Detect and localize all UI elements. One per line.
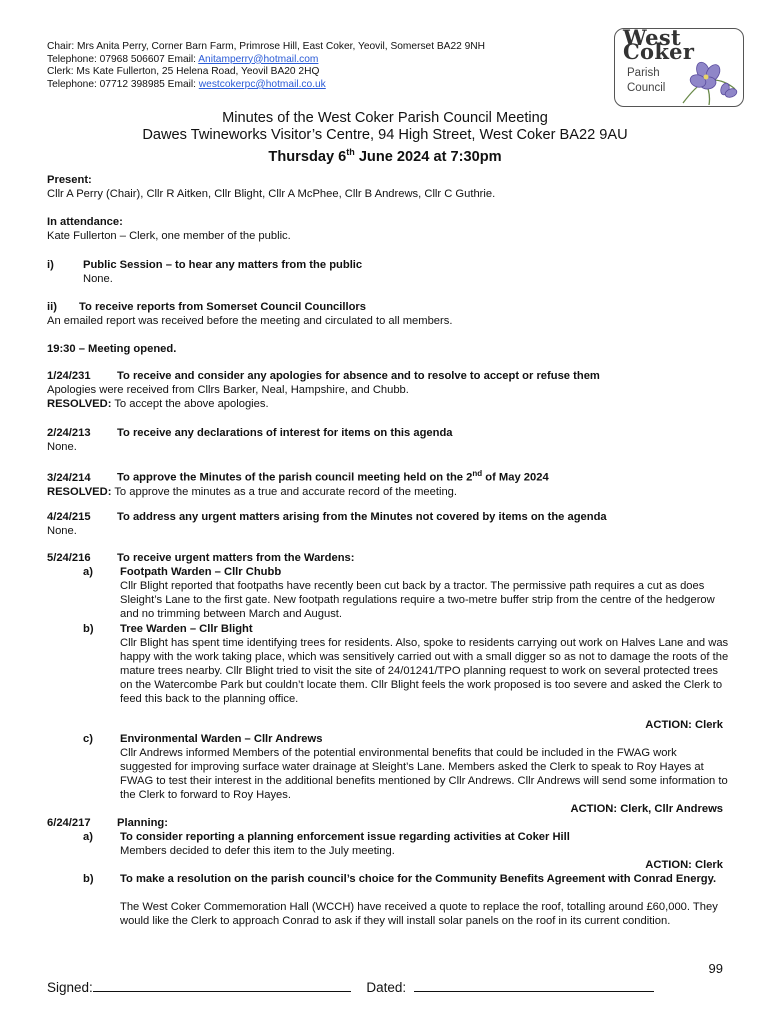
flower-icon — [675, 59, 741, 105]
title-line-1: Minutes of the West Coker Parish Council Meeting — [222, 110, 548, 126]
logo-title: West Coker — [623, 28, 695, 64]
present-label: Present: — [47, 174, 92, 186]
item-planning: 6/24/217 Planning: — [47, 817, 168, 829]
signed-label: Signed: — [47, 980, 93, 995]
tree-warden-action: ACTION: Clerk — [645, 719, 723, 731]
environmental-warden-action: ACTION: Clerk, Cllr Andrews — [570, 803, 723, 815]
title-line-3: Thursday 6th June 2024 at 7:30pm — [268, 147, 502, 165]
chair-line: Chair: Mrs Anita Perry, Corner Barn Farm, Primrose Hill, East Coker, Yeovil, Somerset BA22 9NH — [47, 41, 486, 52]
parish-council-logo — [614, 28, 744, 107]
attendance-text: Kate Fullerton – Clerk, one member of the public. — [47, 230, 291, 242]
present-section — [47, 173, 727, 201]
clerk-telephone-line: Telephone: 07712 398985 Email: westcokerpc@hotmail.co.uk — [47, 78, 326, 90]
item-council-reports: ii) To receive reports from Somerset Council Councillors An emailed report was received before the meeting and circulated to all members. — [47, 301, 453, 327]
chair-telephone-line: Telephone: 07968 506607 Email: Anitamperry@hotmail.com — [47, 53, 319, 65]
signed-line — [93, 979, 351, 992]
logo-subtitle: Parish Council — [627, 67, 666, 94]
community-benefits: b) To make a resolution on the parish council’s choice for the Community Benefits Agreement with Conrad Energy. The West Coker Commemoration Hall (WCCH) have received a quote to replace the roof, totalling around £60,000. They would like the Clerk to approach Conrad to ask if they will install solar panels on the roof in its current condition. — [83, 873, 718, 927]
environmental-warden: c) Environmental Warden – Cllr Andrews Cllr Andrews informed Members of the potential environmental benefits that could be included in the FWAG work suggested for improving surface water drainage at Sleight’s Lane. Members asked the Clerk to speak to Roy Hayes at FWAG to test their interest in the additional benefits mentioned by Cllr Andrews. Cllr Andrews will send some information to the Clerk to forward to Roy Hayes. — [83, 733, 728, 801]
minutes-title — [0, 110, 770, 166]
clerk-line: Clerk: Ms Kate Fullerton, 25 Helena Road, Yeovil BA20 2HQ — [47, 66, 320, 78]
item-urgent-matters: 4/24/215 To address any urgent matters arising from the Minutes not covered by items on the agenda None. — [47, 511, 607, 537]
item-approve-minutes: 3/24/214 To approve the Minutes of the parish council meeting held on the 2nd of May 2024 RESOLVED: To approve the minutes as a true and accurate record of the meeting. — [47, 469, 549, 498]
clerk-email-link[interactable]: westcokerpc@hotmail.co.uk — [198, 78, 326, 90]
item-apologies: 1/24/231 To receive and consider any apologies for absence and to resolve to accept or refuse them Apologies were received from Cllrs Barker, Neal, Hampshire, and Chubb. RESOLVED: To accept the above apologies. — [47, 370, 600, 410]
signature-footer — [47, 979, 654, 995]
item-public-session: i) Public Session – to hear any matters from the public None. — [47, 259, 363, 285]
item-wardens: 5/24/216 To receive urgent matters from the Wardens: — [47, 552, 355, 564]
attendance-label: In attendance: — [47, 216, 123, 228]
planning-enforcement-action: ACTION: Clerk — [645, 859, 723, 871]
dated-label: Dated: — [366, 980, 407, 995]
contact-block — [47, 41, 485, 91]
attendance-section — [47, 215, 727, 243]
tree-warden: b) Tree Warden – Cllr Blight Cllr Blight has spent time identifying trees for residents. Also, spoke to residents carrying out work on Halves Lane and was happy with the work taking place, which was sensitively carried out with a small digger so as not to damage the roots of the mature trees nearby. Cllr Blight tried to visit the site of 24/01241/TPO planning request to work on several protected trees on the Watercombe Park but couldn’t locate them. Cllr Blight feels the work proposed is too severe and asked the Clerk to feed this back to the planning office. — [83, 623, 729, 705]
title-line-2: Dawes Twineworks Visitor’s Centre, 94 High Street, West Coker BA22 9AU — [142, 127, 628, 143]
item-declarations: 2/24/213 To receive any declarations of interest for items on this agenda None. — [47, 427, 453, 453]
chair-email-link[interactable]: Anitamperry@hotmail.com — [198, 53, 319, 65]
present-text: Cllr A Perry (Chair), Cllr R Aitken, Cllr Blight, Cllr A McPhee, Cllr B Andrews, Cllr C Guthrie. — [47, 188, 496, 200]
planning-enforcement: a) To consider reporting a planning enforcement issue regarding activities at Coker Hill Members decided to defer this item to the July meeting. — [83, 831, 570, 857]
page-number: 99 — [708, 961, 723, 976]
meeting-opened: 19:30 – Meeting opened. — [47, 343, 177, 355]
footpath-warden: a) Footpath Warden – Cllr Chubb Cllr Blight reported that footpaths have recently been cut back by a tractor. The permissive path requires a cut as does Sleight’s Lane to the first gate. New footpath regulations require a two-metre buffer strip from the centre of the hedgerow and no trimming between March and August. — [83, 566, 715, 620]
dated-line — [414, 979, 654, 992]
